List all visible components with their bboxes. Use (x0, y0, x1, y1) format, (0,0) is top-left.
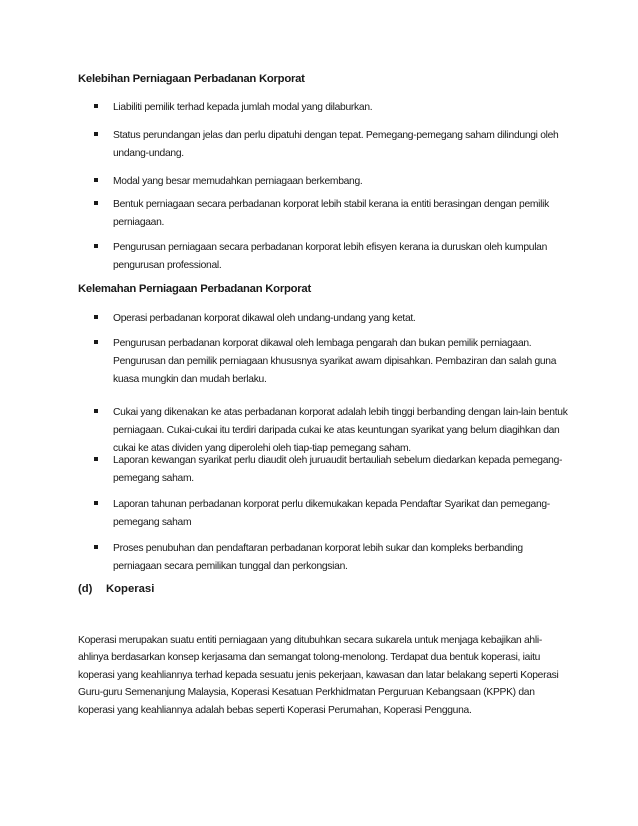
bullet-icon (94, 132, 98, 136)
bullet-icon (94, 104, 98, 108)
list-item-text: Proses penubuhan dan pendaftaran perbadanan korporat lebih sukar dan kompleks berbanding perniagaan secara pemilikan tunggal dan perkongsian. (113, 543, 523, 572)
bullet-icon (94, 545, 98, 549)
list-item-text: Modal yang besar memudahkan perniagaan berkembang. (113, 176, 363, 187)
kelebihan-heading: Kelebihan Perniagaan Perbadanan Korporat (78, 73, 305, 85)
bullet-icon (94, 501, 98, 505)
list-item-text: Laporan tahunan perbadanan korporat perlu dikemukakan kepada Pendaftar Syarikat dan pemegang-pemegang saham (113, 499, 550, 528)
list-item-text: Pengurusan perbadanan korporat dikawal oleh lembaga pengarah dan bukan pemilik perniagaan. Pengurusan dan pemilik perniagaan khususnya syarikat awam dipisahkan. Pembaziran dan salah guna kuasa mungkin dan mudah berlaku. (113, 338, 557, 385)
list-item-text: Cukai yang dikenakan ke atas perbadanan korporat adalah lebih tinggi berbanding dengan lain-lain bentuk perniagaan. Cukai-cukai itu terdiri daripada cukai ke atas keuntungan syarikat yang belum diagihkan dan cukai ke atas dividen yang diperolehi oleh tiap-tiap pemegang saham. (113, 407, 568, 454)
list-item-text: Laporan kewangan syarikat perlu diaudit oleh juruaudit bertauliah sebelum diedarkan kepada pemegang-pemegang saham. (113, 455, 563, 484)
koperasi-paragraph: Koperasi merupakan suatu entiti perniagaan yang ditubuhkan secara sukarela untuk menjaga kebajikan ahli-ahlinya berdasarkan konsep kerjasama dan semangat tolong-menolong. Terdapat dua bentuk koperasi, iaitu koperasi yang keahliannya terhad kepada sesuatu jenis pekerjaan, kawasan dan latar belakang seperti Koperasi Guru-guru Semenanjung Malaysia, Koperasi Kesatuan Perkhidmatan Perguruan Kebangsaan (KPPK) dan koperasi yang keahliannya adalah bebas seperti Koperasi Perumahan, Koperasi Pengguna. (78, 635, 559, 716)
section-label: (d) (78, 583, 93, 595)
list-item-text: Bentuk perniagaan secara perbadanan korporat lebih stabil kerana ia entiti berasingan dengan pemilik perniagaan. (113, 199, 549, 228)
list-item-text: Operasi perbadanan korporat dikawal oleh undang-undang yang ketat. (113, 313, 416, 324)
list-item-text: Liabiliti pemilik terhad kepada jumlah modal yang dilaburkan. (113, 102, 373, 113)
list-item-text: Pengurusan perniagaan secara perbadanan korporat lebih efisyen kerana ia duruskan oleh kumpulan pengurusan professional. (113, 242, 548, 271)
kelemahan-heading: Kelemahan Perniagaan Perbadanan Korporat (78, 283, 311, 295)
bullet-icon (94, 340, 98, 344)
bullet-icon (94, 457, 98, 461)
bullet-icon (94, 244, 98, 248)
bullet-icon (94, 409, 98, 413)
bullet-icon (94, 178, 98, 182)
list-item-text: Status perundangan jelas dan perlu dipatuhi dengan tepat. Pemegang-pemegang saham dilindungi oleh undang-undang. (113, 130, 559, 159)
bullet-icon (94, 315, 98, 319)
bullet-icon (94, 201, 98, 205)
section-title: Koperasi (106, 583, 155, 595)
